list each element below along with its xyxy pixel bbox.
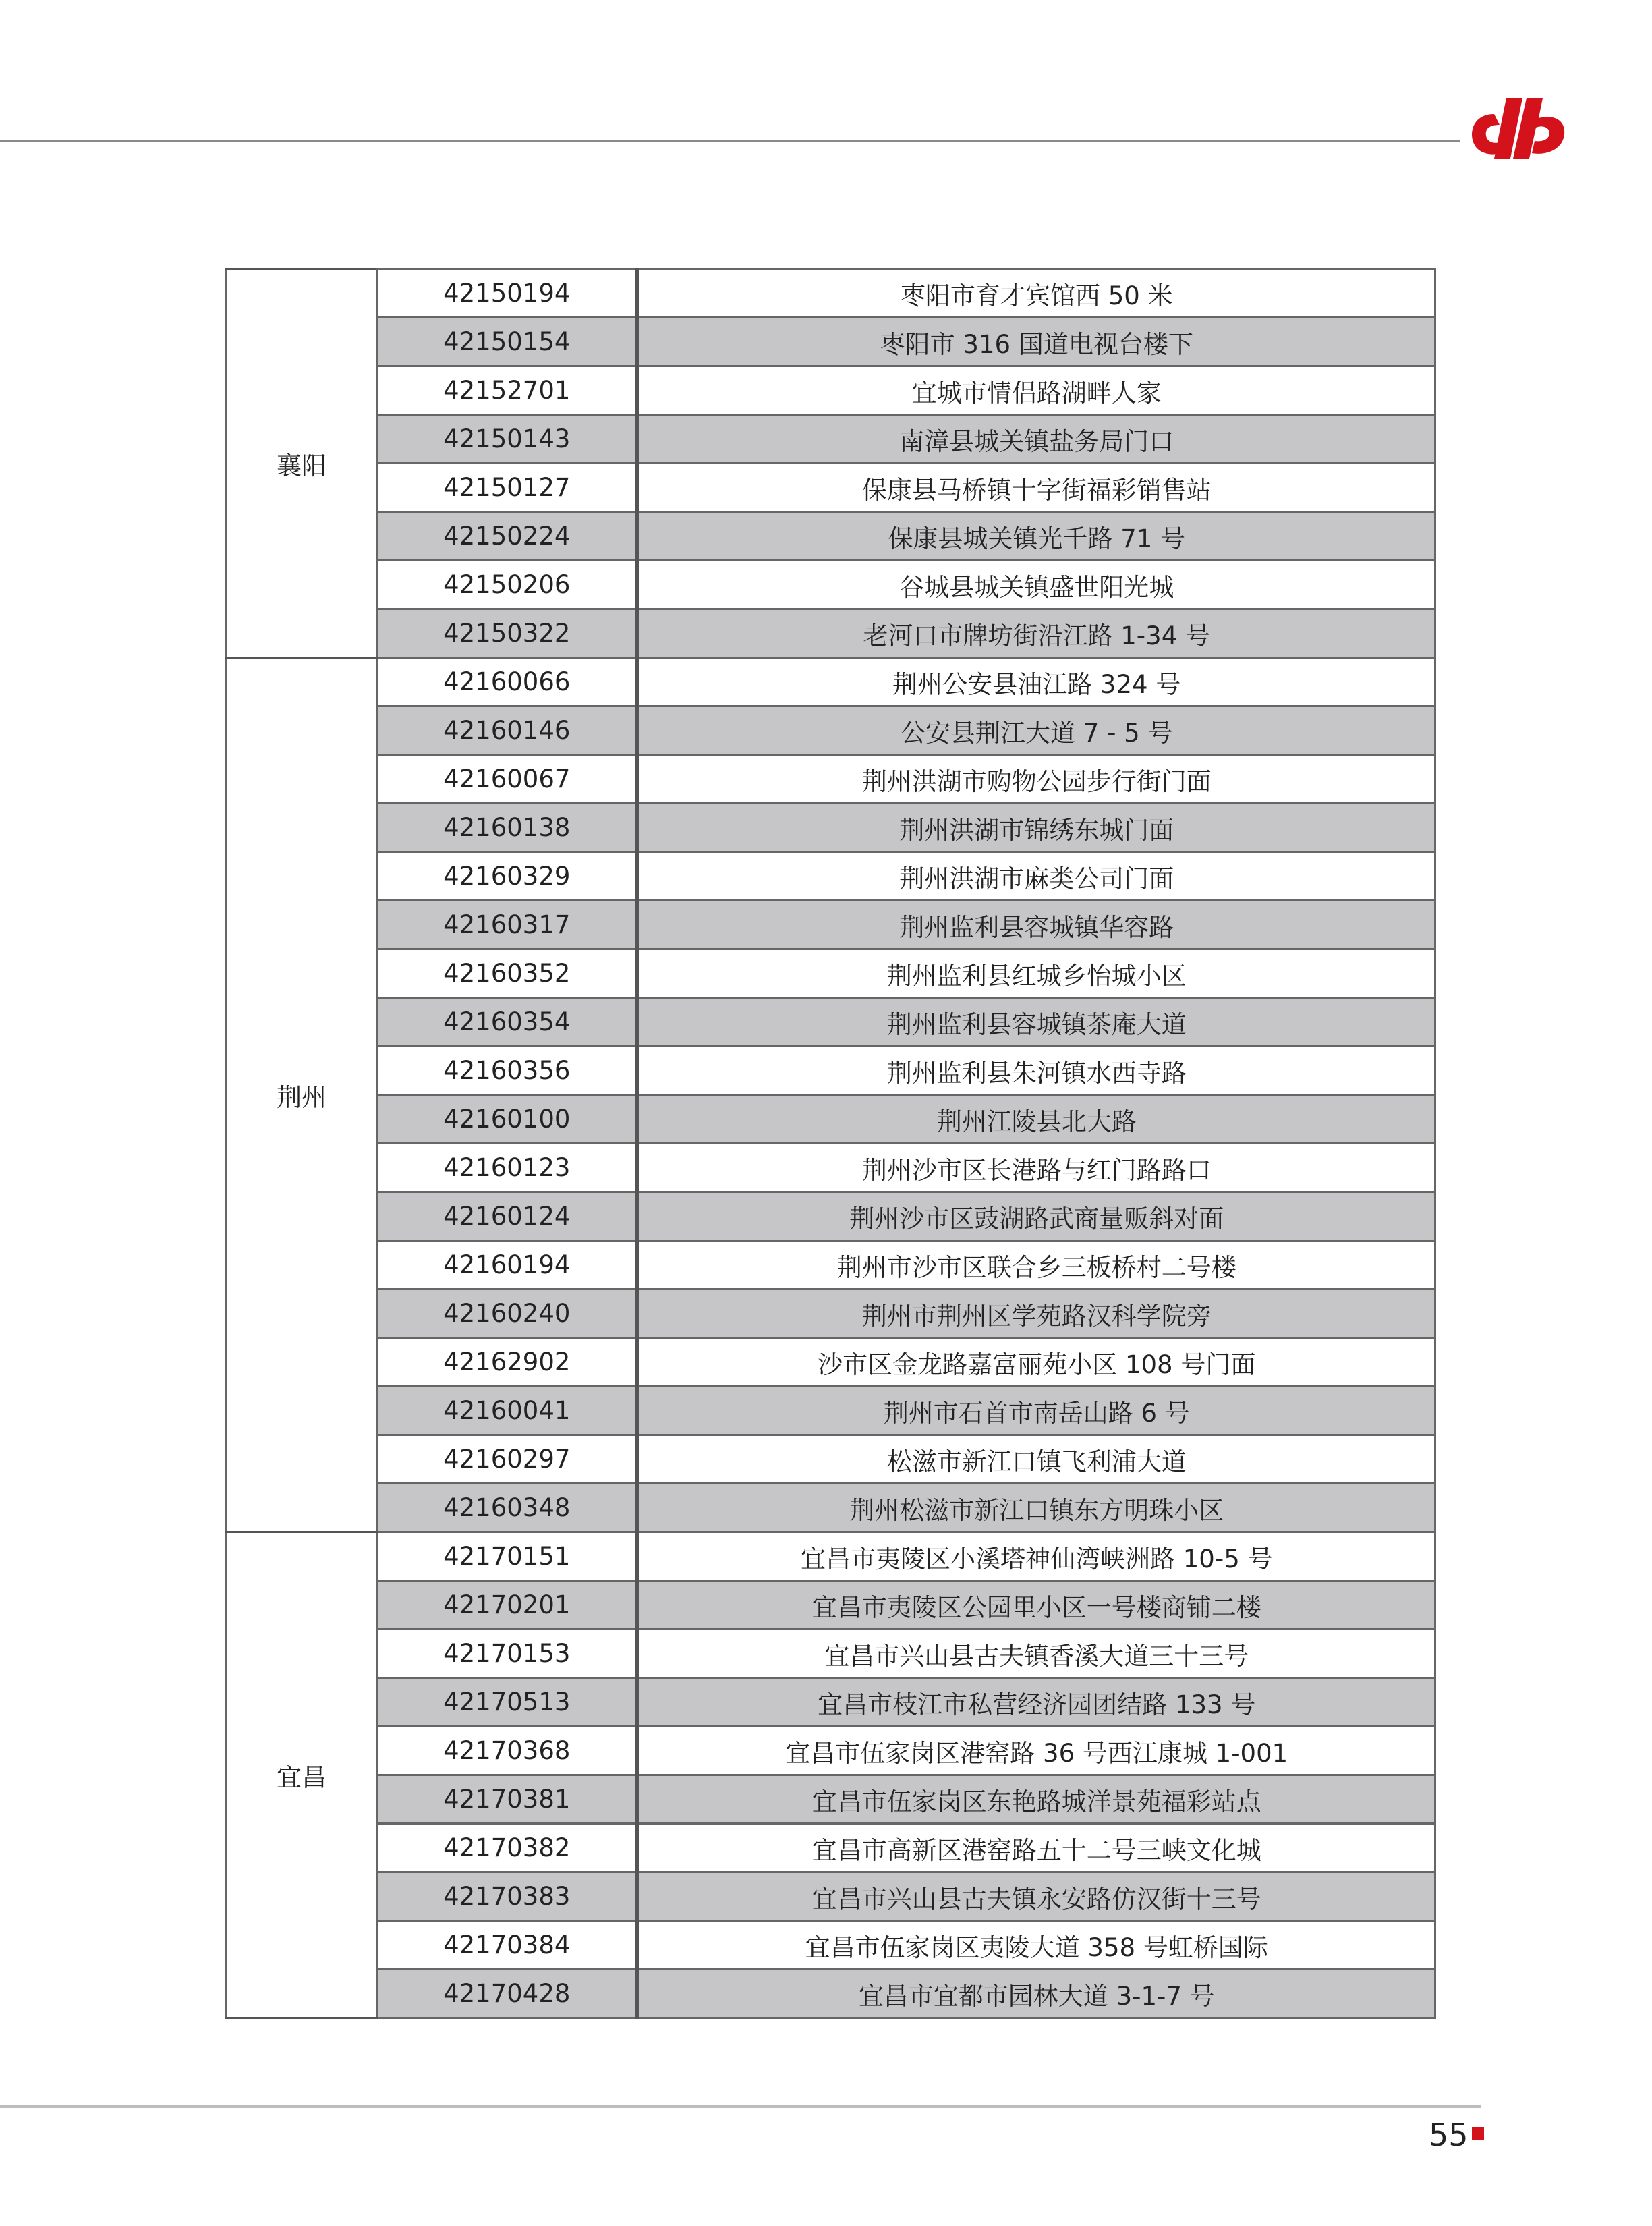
table-row: [226, 1484, 1435, 1532]
shop-code-cell: 42160240: [378, 1289, 637, 1338]
shop-code-cell: 42160348: [378, 1484, 637, 1532]
shop-address-cell: 宜昌市伍家岗区夷陵大道 358 号虹桥国际: [637, 1921, 1435, 1970]
table-row: [226, 561, 1435, 609]
shop-code-cell: 42150143: [378, 415, 637, 464]
shop-address-cell: 荆州沙市区长港路与红门路路口: [637, 1144, 1435, 1192]
shop-code-cell: 42150206: [378, 561, 637, 609]
shop-address-cell: 荆州监利县容城镇华容路: [637, 901, 1435, 949]
shop-address-cell: 荆州监利县容城镇茶庵大道: [637, 998, 1435, 1047]
shop-address-cell: 宜昌市夷陵区公园里小区一号楼商铺二楼: [637, 1581, 1435, 1630]
table-row: [226, 706, 1435, 755]
shop-address-cell: 保康县马桥镇十字街福彩销售站: [637, 464, 1435, 512]
city-cell: 襄阳: [226, 269, 378, 658]
table-row: [226, 1047, 1435, 1095]
table-row: [226, 1289, 1435, 1338]
table-row: [226, 1872, 1435, 1921]
table-row: [226, 415, 1435, 464]
shop-code-cell: 42150154: [378, 318, 637, 366]
shop-address-cell: 荆州监利县红城乡怡城小区: [637, 949, 1435, 998]
table-row: [226, 1824, 1435, 1872]
table-row: [226, 1435, 1435, 1484]
shop-code-cell: 42170201: [378, 1581, 637, 1630]
shop-address-cell: 谷城县城关镇盛世阳光城: [637, 561, 1435, 609]
shop-address-cell: 宜城市情侣路湖畔人家: [637, 366, 1435, 415]
shop-address-cell: 枣阳市 316 国道电视台楼下: [637, 318, 1435, 366]
table-row: [226, 1241, 1435, 1289]
shop-code-cell: 42160317: [378, 901, 637, 949]
shop-address-cell: 荆州市沙市区联合乡三板桥村二号楼: [637, 1241, 1435, 1289]
shop-address-cell: 宜昌市宜都市园林大道 3-1-7 号: [637, 1970, 1435, 2018]
shop-code-cell: 42160354: [378, 998, 637, 1047]
shop-address-cell: 宜昌市兴山县古夫镇永安路仿汉街十三号: [637, 1872, 1435, 1921]
shop-address-cell: 荆州监利县朱河镇水西寺路: [637, 1047, 1435, 1095]
shop-address-cell: 荆州洪湖市麻类公司门面: [637, 852, 1435, 901]
shop-address-cell: 宜昌市枝江市私营经济园团结路 133 号: [637, 1678, 1435, 1727]
shop-code-cell: 42162902: [378, 1338, 637, 1387]
shop-code-cell: 42170382: [378, 1824, 637, 1872]
table-row: [226, 366, 1435, 415]
shop-code-cell: 42170384: [378, 1921, 637, 1970]
table-row: [226, 464, 1435, 512]
shop-code-cell: 42160041: [378, 1387, 637, 1435]
shop-address-cell: 宜昌市夷陵区小溪塔神仙湾峡洲路 10-5 号: [637, 1532, 1435, 1581]
shop-address-cell: 荆州公安县油江路 324 号: [637, 658, 1435, 706]
table-row: [226, 318, 1435, 366]
shop-address-cell: 南漳县城关镇盐务局门口: [637, 415, 1435, 464]
shop-code-cell: 42170428: [378, 1970, 637, 2018]
table-row: [226, 949, 1435, 998]
shop-code-cell: 42160352: [378, 949, 637, 998]
page-number: 55: [1429, 2117, 1469, 2153]
shop-code-cell: 42160066: [378, 658, 637, 706]
shop-code-cell: 42160067: [378, 755, 637, 804]
shop-address-cell: 枣阳市育才宾馆西 50 米: [637, 269, 1435, 318]
shop-address-cell: 保康县城关镇光千路 71 号: [637, 512, 1435, 561]
table-row: [226, 1532, 1435, 1581]
table-row: [226, 512, 1435, 561]
shop-code-cell: 42150127: [378, 464, 637, 512]
city-cell: 宜昌: [226, 1532, 378, 2018]
header-rule: [0, 140, 1460, 142]
shop-code-cell: 42152701: [378, 366, 637, 415]
shop-code-cell: 42160297: [378, 1435, 637, 1484]
table-row: [226, 1338, 1435, 1387]
table-row: [226, 852, 1435, 901]
shop-address-cell: 荆州江陵县北大路: [637, 1095, 1435, 1144]
table-row: [226, 658, 1435, 706]
table-row: [226, 1192, 1435, 1241]
table-row: [226, 1630, 1435, 1678]
shop-code-cell: 42170151: [378, 1532, 637, 1581]
table-row: [226, 1727, 1435, 1775]
shop-code-cell: 42160146: [378, 706, 637, 755]
table-row: [226, 609, 1435, 658]
shop-address-cell: 沙市区金龙路嘉富丽苑小区 108 号门面: [637, 1338, 1435, 1387]
table-row: [226, 755, 1435, 804]
shop-code-cell: 42170513: [378, 1678, 637, 1727]
shop-code-cell: 42150322: [378, 609, 637, 658]
table-row: [226, 1095, 1435, 1144]
table-row: [226, 1581, 1435, 1630]
shop-code-cell: 42170383: [378, 1872, 637, 1921]
shop-code-cell: 42170368: [378, 1727, 637, 1775]
shop-address-cell: 荆州洪湖市购物公园步行街门面: [637, 755, 1435, 804]
table-row: [226, 1970, 1435, 2018]
table-row: [226, 1678, 1435, 1727]
shop-address-cell: 老河口市牌坊街沿江路 1-34 号: [637, 609, 1435, 658]
footer-rule: [0, 2105, 1481, 2108]
table-row: [226, 901, 1435, 949]
shop-address-cell: 荆州市石首市南岳山路 6 号: [637, 1387, 1435, 1435]
page-marker-square: [1472, 2127, 1484, 2140]
table-row: [226, 269, 1435, 318]
shop-address-cell: 宜昌市兴山县古夫镇香溪大道三十三号: [637, 1630, 1435, 1678]
shop-code-cell: 42170153: [378, 1630, 637, 1678]
table-row: [226, 998, 1435, 1047]
china-welfare-lottery-logo-icon: [1467, 91, 1568, 165]
shop-code-cell: 42170381: [378, 1775, 637, 1824]
shop-code-cell: 42160329: [378, 852, 637, 901]
shop-code-cell: 42150194: [378, 269, 637, 318]
shop-code-cell: 42160124: [378, 1192, 637, 1241]
shop-address-cell: 宜昌市伍家岗区港窑路 36 号西江康城 1-001: [637, 1727, 1435, 1775]
city-cell: 荆州: [226, 658, 378, 1532]
shop-address-cell: 荆州沙市区豉湖路武商量贩斜对面: [637, 1192, 1435, 1241]
shop-code-cell: 42160356: [378, 1047, 637, 1095]
table-row: [226, 1775, 1435, 1824]
shop-address-cell: 松滋市新江口镇飞利浦大道: [637, 1435, 1435, 1484]
shop-address-cell: 宜昌市高新区港窑路五十二号三峡文化城: [637, 1824, 1435, 1872]
shop-code-cell: 42160100: [378, 1095, 637, 1144]
shop-code-cell: 42160194: [378, 1241, 637, 1289]
shop-code-cell: 42160138: [378, 804, 637, 852]
lottery-shop-table: [225, 268, 1436, 2019]
shop-address-cell: 荆州松滋市新江口镇东方明珠小区: [637, 1484, 1435, 1532]
shop-address-cell: 荆州洪湖市锦绣东城门面: [637, 804, 1435, 852]
shop-address-cell: 宜昌市伍家岗区东艳路城洋景苑福彩站点: [637, 1775, 1435, 1824]
shop-code-cell: 42150224: [378, 512, 637, 561]
table-row: [226, 1144, 1435, 1192]
table-row: [226, 1921, 1435, 1970]
shop-code-cell: 42160123: [378, 1144, 637, 1192]
table-row: [226, 1387, 1435, 1435]
shop-address-cell: 荆州市荆州区学苑路汉科学院旁: [637, 1289, 1435, 1338]
table-row: [226, 804, 1435, 852]
shop-address-cell: 公安县荆江大道 7 ‐ 5 号: [637, 706, 1435, 755]
